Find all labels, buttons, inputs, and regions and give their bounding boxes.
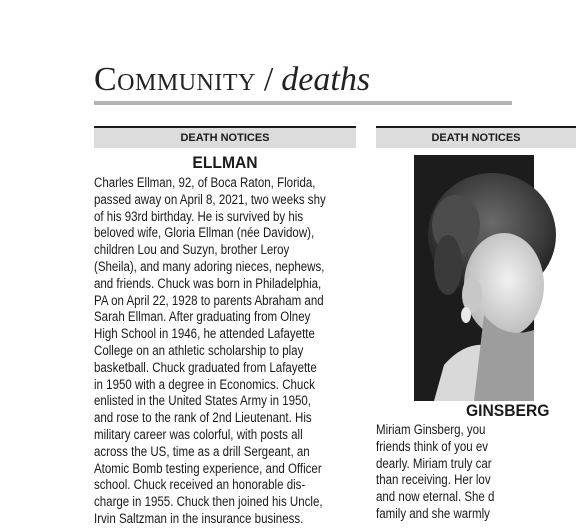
text-line: and rose to the rank of 2nd Lieutenant. His <box>94 410 312 426</box>
text-line: College on an athletic scholarship to play <box>94 342 304 358</box>
section-header <box>94 60 370 100</box>
text-line: in 1950 with a degree in Economics. Chuck <box>94 376 315 392</box>
section-title: Community <box>94 61 256 98</box>
section-subtitle: deaths <box>281 61 371 98</box>
text-line: Irvin Saltzman in the insurance business. <box>94 510 304 526</box>
text-line: across the US, time as a drill Sergeant, an <box>94 443 310 459</box>
left-obituary-text <box>94 175 356 526</box>
text-line: friends think of you ev <box>376 438 489 454</box>
section-separator: / <box>263 61 274 98</box>
text-line: family and she warmly <box>376 505 490 521</box>
text-line: PA on April 22, 1928 to parents Abraham and <box>94 292 324 308</box>
text-line: Charles Ellman, 92, of Boca Raton, Florida, <box>94 175 316 190</box>
text-line: than receiving. Her lov <box>376 472 491 488</box>
portrait-image <box>414 155 534 401</box>
text-line: enlisted in the United States Army in 1950, <box>94 393 312 409</box>
header-rule <box>94 101 512 105</box>
text-line: dearly. Miriam truly car <box>376 455 492 471</box>
text-line: Atomic Bomb testing experience, and Officer <box>94 460 322 476</box>
text-line: children Lou and Suzyn, brother Leroy <box>94 242 290 258</box>
text-line: basketball. Chuck graduated from Lafayette <box>94 359 317 375</box>
text-line: passed away on April 8, 2021, two weeks shy <box>94 191 326 207</box>
right-column-heading: DEATH NOTICES <box>376 126 576 148</box>
text-line: and now eternal. She d <box>376 489 495 505</box>
text-line: military career was colorful, with posts all <box>94 426 303 442</box>
text-line: and friends. Chuck was born in Philadelphia, <box>94 275 322 291</box>
obituary-photo <box>414 155 534 401</box>
right-obituary-text <box>376 422 536 522</box>
text-line: of his 93rd birthday. He is survived by his <box>94 208 304 224</box>
text-line: charge in 1955. Chuck then joined his Uncle, <box>94 494 323 510</box>
text-line: High School in 1946, he attended Lafayette <box>94 326 315 342</box>
text-line: school. Chuck received an honorable dis- <box>94 477 306 493</box>
left-obituary-name: ELLMAN <box>192 153 258 172</box>
right-obituary-name: GINSBERG <box>466 401 550 420</box>
text-line: Sarah Ellman. After graduating from Olney <box>94 309 311 325</box>
left-column-heading: DEATH NOTICES <box>94 126 356 148</box>
text-line: (Sheila), and many adoring nieces, nephews, <box>94 258 325 274</box>
text-line: Miriam Ginsberg, you <box>376 422 486 437</box>
text-line: beloved wife, Gloria Ellman (née Davidow), <box>94 225 315 241</box>
